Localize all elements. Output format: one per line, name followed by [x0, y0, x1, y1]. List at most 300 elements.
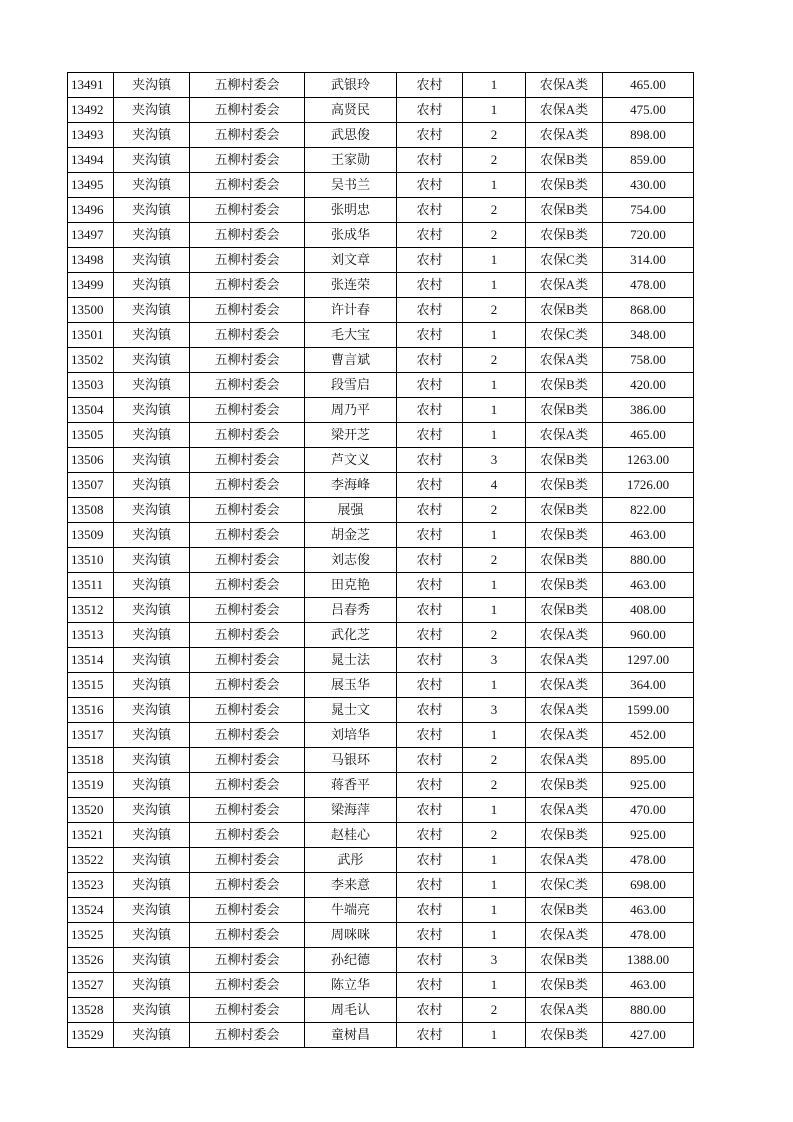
cell-category: 农保B类: [526, 298, 603, 323]
cell-id: 13492: [68, 98, 114, 123]
cell-town: 夹沟镇: [114, 573, 190, 598]
cell-name: 周乃平: [305, 398, 397, 423]
cell-town: 夹沟镇: [114, 623, 190, 648]
cell-category: 农保C类: [526, 323, 603, 348]
cell-town: 夹沟镇: [114, 923, 190, 948]
cell-name: 牛端亮: [305, 898, 397, 923]
table-row: [68, 598, 694, 623]
cell-committee: 五柳村委会: [190, 773, 305, 798]
cell-amount: 898.00: [603, 123, 694, 148]
cell-town: 夹沟镇: [114, 723, 190, 748]
cell-area: 农村: [397, 973, 463, 998]
cell-category: 农保A类: [526, 273, 603, 298]
cell-area: 农村: [397, 423, 463, 448]
cell-town: 夹沟镇: [114, 698, 190, 723]
cell-count: 3: [463, 648, 526, 673]
cell-town: 夹沟镇: [114, 73, 190, 98]
subsidy-table: [67, 72, 694, 1048]
cell-category: 农保A类: [526, 123, 603, 148]
cell-area: 农村: [397, 848, 463, 873]
cell-name: 陈立华: [305, 973, 397, 998]
cell-committee: 五柳村委会: [190, 848, 305, 873]
cell-count: 1: [463, 573, 526, 598]
cell-area: 农村: [397, 98, 463, 123]
cell-amount: 470.00: [603, 798, 694, 823]
cell-amount: 478.00: [603, 848, 694, 873]
cell-count: 1: [463, 873, 526, 898]
cell-count: 1: [463, 248, 526, 273]
cell-committee: 五柳村委会: [190, 123, 305, 148]
cell-amount: 427.00: [603, 1023, 694, 1048]
cell-committee: 五柳村委会: [190, 473, 305, 498]
cell-committee: 五柳村委会: [190, 573, 305, 598]
cell-count: 1: [463, 273, 526, 298]
cell-category: 农保B类: [526, 523, 603, 548]
cell-area: 农村: [397, 323, 463, 348]
cell-name: 展强: [305, 498, 397, 523]
cell-count: 1: [463, 723, 526, 748]
cell-count: 1: [463, 973, 526, 998]
table-row: [68, 498, 694, 523]
cell-amount: 430.00: [603, 173, 694, 198]
cell-town: 夹沟镇: [114, 798, 190, 823]
cell-id: 13506: [68, 448, 114, 473]
cell-amount: 880.00: [603, 548, 694, 573]
cell-area: 农村: [397, 173, 463, 198]
cell-name: 张连荣: [305, 273, 397, 298]
cell-town: 夹沟镇: [114, 473, 190, 498]
cell-category: 农保B类: [526, 173, 603, 198]
cell-category: 农保A类: [526, 698, 603, 723]
cell-amount: 822.00: [603, 498, 694, 523]
cell-town: 夹沟镇: [114, 398, 190, 423]
cell-name: 段雪启: [305, 373, 397, 398]
cell-id: 13510: [68, 548, 114, 573]
cell-count: 4: [463, 473, 526, 498]
cell-committee: 五柳村委会: [190, 198, 305, 223]
table-row: [68, 1023, 694, 1048]
cell-name: 张明忠: [305, 198, 397, 223]
cell-name: 晁士文: [305, 698, 397, 723]
cell-count: 2: [463, 123, 526, 148]
cell-name: 许计春: [305, 298, 397, 323]
cell-id: 13527: [68, 973, 114, 998]
cell-town: 夹沟镇: [114, 673, 190, 698]
cell-town: 夹沟镇: [114, 773, 190, 798]
cell-category: 农保A类: [526, 623, 603, 648]
cell-count: 2: [463, 298, 526, 323]
table-row: [68, 298, 694, 323]
cell-committee: 五柳村委会: [190, 998, 305, 1023]
cell-amount: 463.00: [603, 573, 694, 598]
cell-name: 吕春秀: [305, 598, 397, 623]
cell-amount: 925.00: [603, 773, 694, 798]
table-row: [68, 773, 694, 798]
table-row: [68, 573, 694, 598]
cell-category: 农保B类: [526, 448, 603, 473]
cell-count: 2: [463, 148, 526, 173]
table-row: [68, 173, 694, 198]
cell-name: 刘志俊: [305, 548, 397, 573]
cell-area: 农村: [397, 448, 463, 473]
cell-name: 高贤民: [305, 98, 397, 123]
table-row: [68, 148, 694, 173]
cell-committee: 五柳村委会: [190, 798, 305, 823]
cell-name: 刘培华: [305, 723, 397, 748]
cell-id: 13528: [68, 998, 114, 1023]
cell-count: 1: [463, 523, 526, 548]
cell-amount: 1726.00: [603, 473, 694, 498]
cell-count: 1: [463, 398, 526, 423]
cell-count: 2: [463, 348, 526, 373]
cell-count: 1: [463, 73, 526, 98]
table-row: [68, 748, 694, 773]
cell-category: 农保B类: [526, 973, 603, 998]
cell-name: 刘文章: [305, 248, 397, 273]
cell-committee: 五柳村委会: [190, 273, 305, 298]
cell-area: 农村: [397, 148, 463, 173]
cell-town: 夹沟镇: [114, 173, 190, 198]
table-row: [68, 473, 694, 498]
cell-name: 展玉华: [305, 673, 397, 698]
cell-category: 农保B类: [526, 548, 603, 573]
cell-id: 13509: [68, 523, 114, 548]
cell-amount: 408.00: [603, 598, 694, 623]
cell-name: 赵桂心: [305, 823, 397, 848]
cell-area: 农村: [397, 523, 463, 548]
cell-category: 农保A类: [526, 673, 603, 698]
cell-category: 农保A类: [526, 748, 603, 773]
cell-amount: 960.00: [603, 623, 694, 648]
cell-name: 周咪咪: [305, 923, 397, 948]
cell-category: 农保B类: [526, 1023, 603, 1048]
cell-category: 农保B类: [526, 598, 603, 623]
cell-town: 夹沟镇: [114, 848, 190, 873]
cell-amount: 314.00: [603, 248, 694, 273]
table-row: [68, 998, 694, 1023]
cell-town: 夹沟镇: [114, 448, 190, 473]
cell-town: 夹沟镇: [114, 948, 190, 973]
cell-committee: 五柳村委会: [190, 623, 305, 648]
cell-name: 孙纪德: [305, 948, 397, 973]
cell-committee: 五柳村委会: [190, 173, 305, 198]
cell-category: 农保A类: [526, 648, 603, 673]
cell-committee: 五柳村委会: [190, 223, 305, 248]
table-row: [68, 448, 694, 473]
cell-count: 2: [463, 748, 526, 773]
cell-town: 夹沟镇: [114, 523, 190, 548]
cell-id: 13522: [68, 848, 114, 873]
cell-town: 夹沟镇: [114, 1023, 190, 1048]
cell-id: 13493: [68, 123, 114, 148]
cell-category: 农保A类: [526, 98, 603, 123]
cell-count: 2: [463, 498, 526, 523]
table-row: [68, 323, 694, 348]
cell-id: 13503: [68, 373, 114, 398]
cell-amount: 925.00: [603, 823, 694, 848]
cell-id: 13526: [68, 948, 114, 973]
cell-id: 13499: [68, 273, 114, 298]
cell-name: 曹言斌: [305, 348, 397, 373]
cell-amount: 364.00: [603, 673, 694, 698]
cell-committee: 五柳村委会: [190, 373, 305, 398]
table-row: [68, 873, 694, 898]
table-row: [68, 348, 694, 373]
cell-name: 李海峰: [305, 473, 397, 498]
cell-count: 1: [463, 423, 526, 448]
cell-category: 农保B类: [526, 498, 603, 523]
table-row: [68, 723, 694, 748]
cell-category: 农保B类: [526, 373, 603, 398]
cell-town: 夹沟镇: [114, 323, 190, 348]
cell-category: 农保B类: [526, 473, 603, 498]
cell-area: 农村: [397, 823, 463, 848]
cell-committee: 五柳村委会: [190, 973, 305, 998]
table-row: [68, 623, 694, 648]
cell-category: 农保B类: [526, 573, 603, 598]
table-row: [68, 898, 694, 923]
cell-count: 2: [463, 623, 526, 648]
cell-category: 农保B类: [526, 773, 603, 798]
cell-committee: 五柳村委会: [190, 398, 305, 423]
table-row: [68, 273, 694, 298]
cell-area: 农村: [397, 623, 463, 648]
cell-id: 13513: [68, 623, 114, 648]
cell-category: 农保C类: [526, 873, 603, 898]
cell-name: 李来意: [305, 873, 397, 898]
cell-amount: 348.00: [603, 323, 694, 348]
table-body: [68, 73, 694, 1048]
cell-town: 夹沟镇: [114, 973, 190, 998]
table-row: [68, 123, 694, 148]
cell-id: 13500: [68, 298, 114, 323]
table-row: [68, 648, 694, 673]
cell-amount: 880.00: [603, 998, 694, 1023]
cell-area: 农村: [397, 373, 463, 398]
cell-amount: 463.00: [603, 523, 694, 548]
cell-amount: 463.00: [603, 898, 694, 923]
cell-id: 13529: [68, 1023, 114, 1048]
table-row: [68, 848, 694, 873]
cell-area: 农村: [397, 298, 463, 323]
cell-town: 夹沟镇: [114, 548, 190, 573]
cell-id: 13494: [68, 148, 114, 173]
cell-category: 农保B类: [526, 948, 603, 973]
cell-town: 夹沟镇: [114, 123, 190, 148]
cell-area: 农村: [397, 673, 463, 698]
cell-committee: 五柳村委会: [190, 448, 305, 473]
cell-area: 农村: [397, 1023, 463, 1048]
cell-amount: 465.00: [603, 423, 694, 448]
cell-count: 1: [463, 898, 526, 923]
cell-id: 13525: [68, 923, 114, 948]
cell-area: 农村: [397, 73, 463, 98]
cell-town: 夹沟镇: [114, 898, 190, 923]
cell-committee: 五柳村委会: [190, 523, 305, 548]
cell-area: 农村: [397, 248, 463, 273]
cell-committee: 五柳村委会: [190, 323, 305, 348]
cell-area: 农村: [397, 798, 463, 823]
cell-town: 夹沟镇: [114, 198, 190, 223]
cell-id: 13517: [68, 723, 114, 748]
cell-id: 13504: [68, 398, 114, 423]
cell-amount: 478.00: [603, 273, 694, 298]
cell-name: 梁海萍: [305, 798, 397, 823]
cell-count: 1: [463, 98, 526, 123]
cell-town: 夹沟镇: [114, 148, 190, 173]
cell-area: 农村: [397, 473, 463, 498]
table-row: [68, 948, 694, 973]
cell-id: 13507: [68, 473, 114, 498]
cell-committee: 五柳村委会: [190, 298, 305, 323]
cell-category: 农保B类: [526, 198, 603, 223]
cell-area: 农村: [397, 548, 463, 573]
cell-category: 农保C类: [526, 248, 603, 273]
cell-category: 农保A类: [526, 798, 603, 823]
cell-id: 13514: [68, 648, 114, 673]
cell-name: 武思俊: [305, 123, 397, 148]
cell-committee: 五柳村委会: [190, 948, 305, 973]
cell-town: 夹沟镇: [114, 223, 190, 248]
cell-name: 田克艳: [305, 573, 397, 598]
cell-town: 夹沟镇: [114, 423, 190, 448]
cell-id: 13502: [68, 348, 114, 373]
cell-amount: 895.00: [603, 748, 694, 773]
cell-amount: 698.00: [603, 873, 694, 898]
table-row: [68, 223, 694, 248]
cell-amount: 1263.00: [603, 448, 694, 473]
cell-count: 1: [463, 173, 526, 198]
cell-amount: 758.00: [603, 348, 694, 373]
cell-name: 胡金芝: [305, 523, 397, 548]
cell-name: 梁开芝: [305, 423, 397, 448]
cell-amount: 452.00: [603, 723, 694, 748]
cell-committee: 五柳村委会: [190, 873, 305, 898]
cell-name: 毛大宝: [305, 323, 397, 348]
cell-name: 吴书兰: [305, 173, 397, 198]
cell-area: 农村: [397, 348, 463, 373]
cell-area: 农村: [397, 598, 463, 623]
cell-id: 13512: [68, 598, 114, 623]
cell-town: 夹沟镇: [114, 98, 190, 123]
table-row: [68, 73, 694, 98]
table-row: [68, 523, 694, 548]
cell-id: 13523: [68, 873, 114, 898]
cell-name: 武彤: [305, 848, 397, 873]
cell-town: 夹沟镇: [114, 998, 190, 1023]
cell-id: 13516: [68, 698, 114, 723]
cell-id: 13518: [68, 748, 114, 773]
cell-area: 农村: [397, 223, 463, 248]
cell-committee: 五柳村委会: [190, 723, 305, 748]
table-row: [68, 923, 694, 948]
cell-area: 农村: [397, 723, 463, 748]
cell-name: 武化芝: [305, 623, 397, 648]
table-row: [68, 673, 694, 698]
cell-amount: 859.00: [603, 148, 694, 173]
cell-town: 夹沟镇: [114, 648, 190, 673]
cell-id: 13496: [68, 198, 114, 223]
cell-count: 1: [463, 798, 526, 823]
cell-name: 蒋香平: [305, 773, 397, 798]
cell-count: 1: [463, 598, 526, 623]
cell-committee: 五柳村委会: [190, 648, 305, 673]
cell-category: 农保A类: [526, 348, 603, 373]
cell-committee: 五柳村委会: [190, 923, 305, 948]
cell-town: 夹沟镇: [114, 823, 190, 848]
cell-area: 农村: [397, 998, 463, 1023]
cell-id: 13501: [68, 323, 114, 348]
cell-area: 农村: [397, 948, 463, 973]
cell-id: 13491: [68, 73, 114, 98]
cell-count: 1: [463, 848, 526, 873]
cell-committee: 五柳村委会: [190, 148, 305, 173]
cell-amount: 754.00: [603, 198, 694, 223]
cell-id: 13515: [68, 673, 114, 698]
table-row: [68, 823, 694, 848]
cell-count: 3: [463, 698, 526, 723]
cell-count: 3: [463, 948, 526, 973]
cell-committee: 五柳村委会: [190, 348, 305, 373]
cell-amount: 475.00: [603, 98, 694, 123]
cell-area: 农村: [397, 573, 463, 598]
cell-area: 农村: [397, 648, 463, 673]
cell-id: 13498: [68, 248, 114, 273]
cell-count: 1: [463, 923, 526, 948]
cell-area: 农村: [397, 923, 463, 948]
cell-category: 农保B类: [526, 898, 603, 923]
cell-category: 农保B类: [526, 823, 603, 848]
cell-id: 13511: [68, 573, 114, 598]
cell-committee: 五柳村委会: [190, 423, 305, 448]
cell-town: 夹沟镇: [114, 273, 190, 298]
cell-area: 农村: [397, 398, 463, 423]
table-row: [68, 798, 694, 823]
cell-area: 农村: [397, 898, 463, 923]
cell-count: 2: [463, 998, 526, 1023]
table-row: [68, 973, 694, 998]
cell-committee: 五柳村委会: [190, 748, 305, 773]
cell-committee: 五柳村委会: [190, 73, 305, 98]
cell-category: 农保A类: [526, 423, 603, 448]
cell-committee: 五柳村委会: [190, 698, 305, 723]
cell-count: 2: [463, 773, 526, 798]
cell-name: 张成华: [305, 223, 397, 248]
table-row: [68, 98, 694, 123]
cell-category: 农保B类: [526, 398, 603, 423]
cell-count: 1: [463, 673, 526, 698]
cell-committee: 五柳村委会: [190, 673, 305, 698]
cell-area: 农村: [397, 698, 463, 723]
cell-count: 2: [463, 823, 526, 848]
cell-committee: 五柳村委会: [190, 898, 305, 923]
cell-town: 夹沟镇: [114, 373, 190, 398]
cell-area: 农村: [397, 498, 463, 523]
cell-count: 1: [463, 323, 526, 348]
cell-id: 13524: [68, 898, 114, 923]
cell-amount: 1599.00: [603, 698, 694, 723]
cell-count: 3: [463, 448, 526, 473]
cell-committee: 五柳村委会: [190, 98, 305, 123]
table-row: [68, 398, 694, 423]
cell-committee: 五柳村委会: [190, 598, 305, 623]
cell-count: 1: [463, 373, 526, 398]
cell-id: 13521: [68, 823, 114, 848]
cell-name: 王家勋: [305, 148, 397, 173]
cell-area: 农村: [397, 273, 463, 298]
cell-amount: 478.00: [603, 923, 694, 948]
cell-town: 夹沟镇: [114, 748, 190, 773]
